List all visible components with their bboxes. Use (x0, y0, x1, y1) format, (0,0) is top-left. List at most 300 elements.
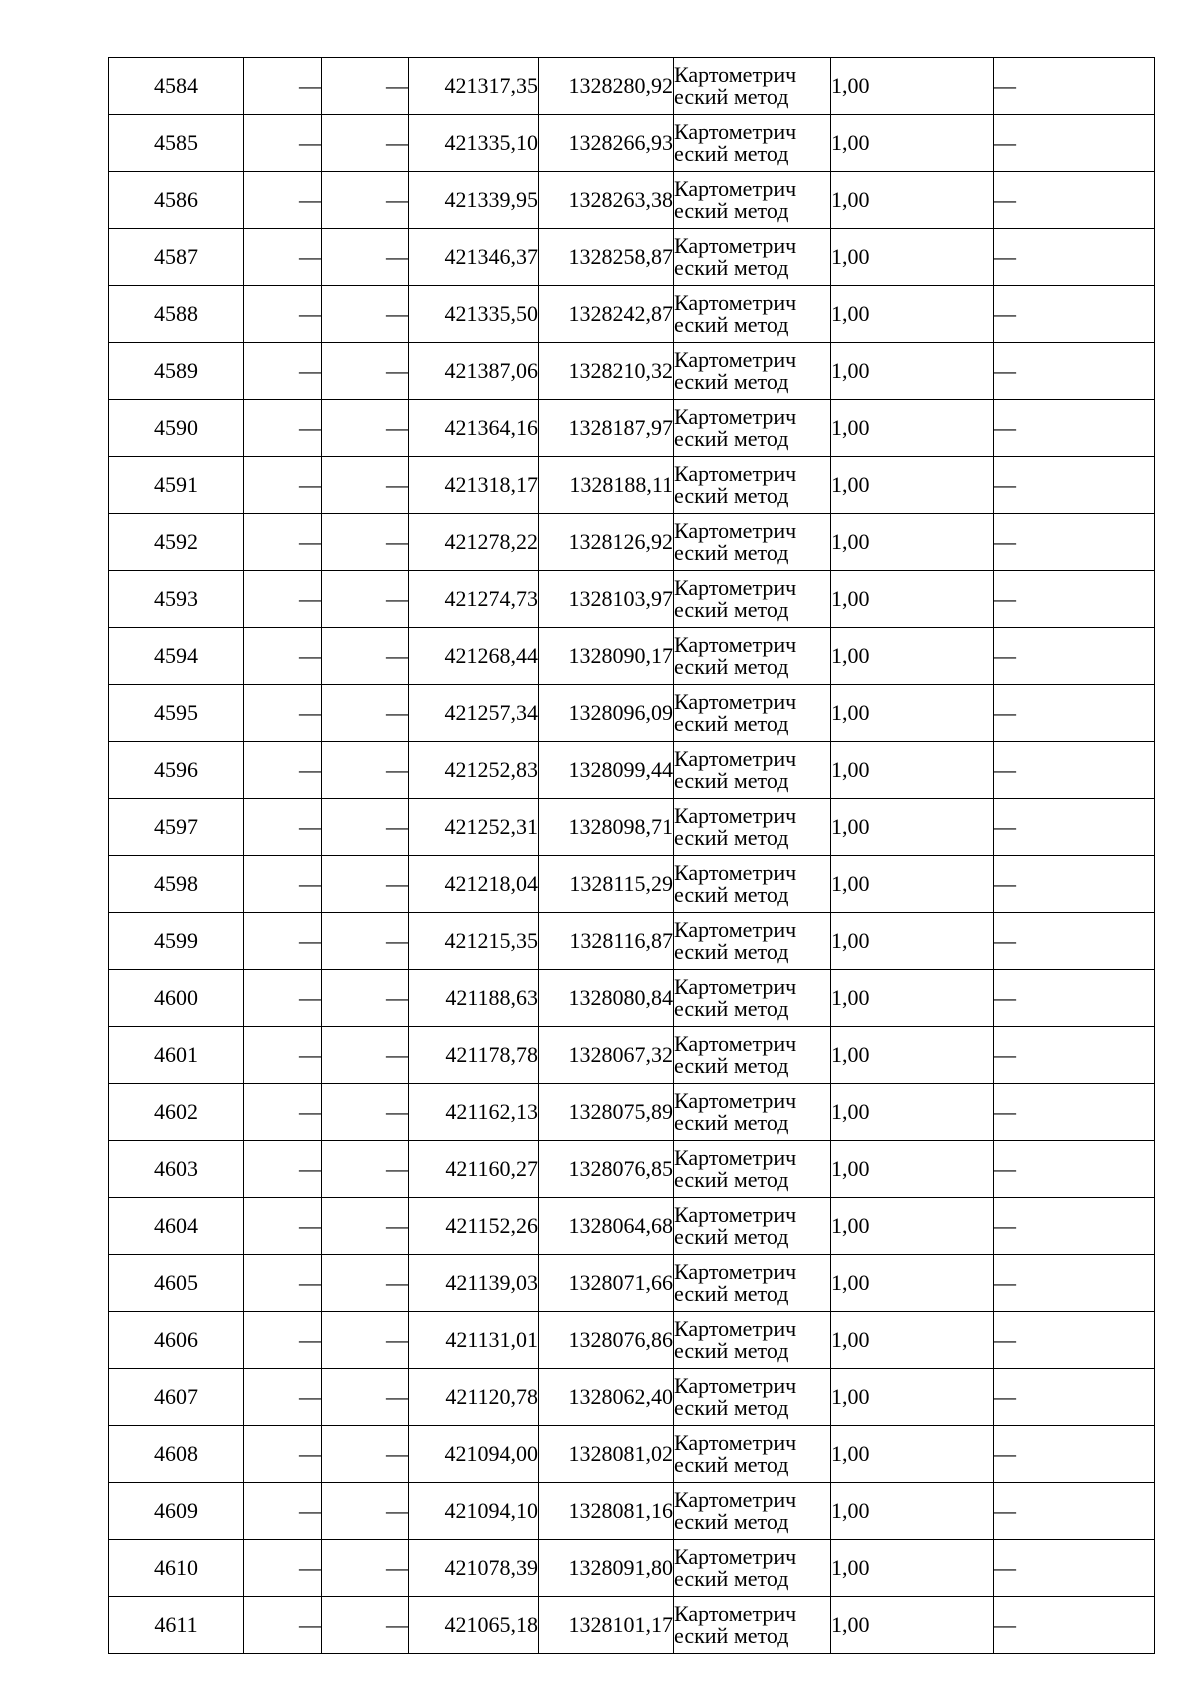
method-text-line-2: еский метод (674, 369, 789, 394)
method-cell (674, 286, 831, 343)
method-text-line-2: еский метод (674, 141, 789, 166)
method-text-line-1: Картометрич (674, 347, 797, 372)
method-cell (674, 742, 831, 799)
empty-value-cell: — (322, 1027, 409, 1084)
method-text-line-2: еский метод (674, 1338, 789, 1363)
accuracy-cell: 1,00 (831, 913, 994, 970)
x-coordinate-cell: 421120,78 (409, 1369, 539, 1426)
empty-value-cell: — (244, 514, 322, 571)
point-number-cell: 4601 (109, 1027, 244, 1084)
empty-value-cell: — (244, 1141, 322, 1198)
empty-value-cell: — (322, 1483, 409, 1540)
point-number-cell: 4591 (109, 457, 244, 514)
empty-value-cell: — (322, 742, 409, 799)
method-cell (674, 571, 831, 628)
empty-value-cell: — (322, 856, 409, 913)
table-row (109, 1312, 1155, 1369)
description-cell: — (994, 1198, 1155, 1255)
description-cell: — (994, 799, 1155, 856)
description-cell: — (994, 913, 1155, 970)
table-row (109, 799, 1155, 856)
method-text-line-2: еский метод (674, 1452, 789, 1477)
accuracy-cell: 1,00 (831, 172, 994, 229)
method-text-line-1: Картометрич (674, 689, 797, 714)
empty-value-cell: — (322, 1369, 409, 1426)
y-coordinate-cell: 1328090,17 (539, 628, 674, 685)
empty-value-cell: — (244, 343, 322, 400)
point-number-cell: 4605 (109, 1255, 244, 1312)
method-text-line-1: Картометрич (674, 917, 797, 942)
point-number-cell: 4610 (109, 1540, 244, 1597)
empty-value-cell: — (322, 115, 409, 172)
table-row (109, 1426, 1155, 1483)
description-cell: — (994, 970, 1155, 1027)
y-coordinate-cell: 1328242,87 (539, 286, 674, 343)
description-cell: — (994, 1255, 1155, 1312)
description-cell: — (994, 457, 1155, 514)
method-text-line-1: Картометрич (674, 518, 797, 543)
method-text-line-2: еский метод (674, 1395, 789, 1420)
empty-value-cell: — (244, 856, 322, 913)
method-cell (674, 58, 831, 115)
y-coordinate-cell: 1328076,85 (539, 1141, 674, 1198)
point-number-cell: 4588 (109, 286, 244, 343)
description-cell: — (994, 571, 1155, 628)
point-number-cell: 4585 (109, 115, 244, 172)
x-coordinate-cell: 421131,01 (409, 1312, 539, 1369)
table-row (109, 685, 1155, 742)
empty-value-cell: — (322, 628, 409, 685)
accuracy-cell: 1,00 (831, 1255, 994, 1312)
accuracy-cell: 1,00 (831, 58, 994, 115)
description-cell: — (994, 400, 1155, 457)
x-coordinate-cell: 421387,06 (409, 343, 539, 400)
accuracy-cell: 1,00 (831, 685, 994, 742)
method-text-line-2: еский метод (674, 1167, 789, 1192)
table-row (109, 1255, 1155, 1312)
empty-value-cell: — (322, 685, 409, 742)
method-text-line-1: Картометрич (674, 575, 797, 600)
empty-value-cell: — (244, 1198, 322, 1255)
empty-value-cell: — (244, 799, 322, 856)
y-coordinate-cell: 1328258,87 (539, 229, 674, 286)
method-cell (674, 514, 831, 571)
description-cell: — (994, 1084, 1155, 1141)
table-row (109, 742, 1155, 799)
method-text-line-2: еский метод (674, 1509, 789, 1534)
table-row (109, 856, 1155, 913)
point-number-cell: 4586 (109, 172, 244, 229)
table-row (109, 115, 1155, 172)
empty-value-cell: — (244, 628, 322, 685)
accuracy-cell: 1,00 (831, 457, 994, 514)
empty-value-cell: — (244, 1597, 322, 1654)
description-cell: — (994, 685, 1155, 742)
point-number-cell: 4597 (109, 799, 244, 856)
method-text-line-1: Картометрич (674, 1601, 797, 1626)
method-cell (674, 400, 831, 457)
y-coordinate-cell: 1328062,40 (539, 1369, 674, 1426)
method-text-line-2: еский метод (674, 711, 789, 736)
x-coordinate-cell: 421317,35 (409, 58, 539, 115)
table-row (109, 400, 1155, 457)
y-coordinate-cell: 1328075,89 (539, 1084, 674, 1141)
x-coordinate-cell: 421252,31 (409, 799, 539, 856)
empty-value-cell: — (244, 400, 322, 457)
empty-value-cell: — (244, 229, 322, 286)
empty-value-cell: — (244, 571, 322, 628)
method-cell (674, 1141, 831, 1198)
method-cell (674, 343, 831, 400)
x-coordinate-cell: 421188,63 (409, 970, 539, 1027)
y-coordinate-cell: 1328076,86 (539, 1312, 674, 1369)
empty-value-cell: — (322, 400, 409, 457)
method-cell (674, 799, 831, 856)
y-coordinate-cell: 1328210,32 (539, 343, 674, 400)
point-number-cell: 4593 (109, 571, 244, 628)
empty-value-cell: — (322, 457, 409, 514)
table-row (109, 1597, 1155, 1654)
method-text-line-1: Картометрич (674, 1088, 797, 1113)
method-text-line-1: Картометрич (674, 746, 797, 771)
table-row (109, 343, 1155, 400)
empty-value-cell: — (322, 1198, 409, 1255)
description-cell: — (994, 628, 1155, 685)
method-cell (674, 628, 831, 685)
point-number-cell: 4600 (109, 970, 244, 1027)
empty-value-cell: — (244, 970, 322, 1027)
table-row (109, 1198, 1155, 1255)
description-cell: — (994, 1483, 1155, 1540)
method-text-line-2: еский метод (674, 1281, 789, 1306)
y-coordinate-cell: 1328188,11 (539, 457, 674, 514)
empty-value-cell: — (244, 1255, 322, 1312)
table-row (109, 628, 1155, 685)
point-number-cell: 4590 (109, 400, 244, 457)
accuracy-cell: 1,00 (831, 1540, 994, 1597)
empty-value-cell: — (322, 1255, 409, 1312)
empty-value-cell: — (322, 172, 409, 229)
description-cell: — (994, 286, 1155, 343)
description-cell: — (994, 1141, 1155, 1198)
empty-value-cell: — (244, 1312, 322, 1369)
y-coordinate-cell: 1328067,32 (539, 1027, 674, 1084)
y-coordinate-cell: 1328116,87 (539, 913, 674, 970)
table-row (109, 1141, 1155, 1198)
method-cell (674, 1312, 831, 1369)
method-text-line-2: еский метод (674, 1110, 789, 1135)
accuracy-cell: 1,00 (831, 742, 994, 799)
y-coordinate-cell: 1328071,66 (539, 1255, 674, 1312)
method-text-line-1: Картометрич (674, 1031, 797, 1056)
y-coordinate-cell: 1328091,80 (539, 1540, 674, 1597)
method-text-line-1: Картометрич (674, 1544, 797, 1569)
empty-value-cell: — (244, 1084, 322, 1141)
empty-value-cell: — (244, 1369, 322, 1426)
accuracy-cell: 1,00 (831, 1084, 994, 1141)
table-row (109, 58, 1155, 115)
accuracy-cell: 1,00 (831, 799, 994, 856)
method-text-line-1: Картометрич (674, 1316, 797, 1341)
x-coordinate-cell: 421278,22 (409, 514, 539, 571)
table-row (109, 1369, 1155, 1426)
point-number-cell: 4611 (109, 1597, 244, 1654)
method-text-line-1: Картометрич (674, 632, 797, 657)
method-text-line-1: Картометрич (674, 1202, 797, 1227)
x-coordinate-cell: 421318,17 (409, 457, 539, 514)
point-number-cell: 4584 (109, 58, 244, 115)
empty-value-cell: — (322, 1084, 409, 1141)
point-number-cell: 4592 (109, 514, 244, 571)
empty-value-cell: — (322, 343, 409, 400)
accuracy-cell: 1,00 (831, 856, 994, 913)
empty-value-cell: — (322, 571, 409, 628)
method-text-line-1: Картометрич (674, 176, 797, 201)
accuracy-cell: 1,00 (831, 115, 994, 172)
table-row (109, 514, 1155, 571)
accuracy-cell: 1,00 (831, 1426, 994, 1483)
method-text-line-2: еский метод (674, 483, 789, 508)
point-number-cell: 4607 (109, 1369, 244, 1426)
description-cell: — (994, 58, 1155, 115)
point-number-cell: 4602 (109, 1084, 244, 1141)
description-cell: — (994, 1027, 1155, 1084)
table-body (109, 58, 1155, 1654)
method-text-line-2: еский метод (674, 654, 789, 679)
accuracy-cell: 1,00 (831, 571, 994, 628)
description-cell: — (994, 343, 1155, 400)
table-row (109, 457, 1155, 514)
x-coordinate-cell: 421152,26 (409, 1198, 539, 1255)
accuracy-cell: 1,00 (831, 1597, 994, 1654)
method-cell (674, 1369, 831, 1426)
x-coordinate-cell: 421339,95 (409, 172, 539, 229)
description-cell: — (994, 514, 1155, 571)
empty-value-cell: — (244, 286, 322, 343)
x-coordinate-cell: 421268,44 (409, 628, 539, 685)
method-text-line-2: еский метод (674, 939, 789, 964)
y-coordinate-cell: 1328126,92 (539, 514, 674, 571)
x-coordinate-cell: 421160,27 (409, 1141, 539, 1198)
accuracy-cell: 1,00 (831, 1027, 994, 1084)
method-text-line-1: Картометрич (674, 404, 797, 429)
method-cell (674, 1426, 831, 1483)
y-coordinate-cell: 1328081,02 (539, 1426, 674, 1483)
empty-value-cell: — (244, 1027, 322, 1084)
x-coordinate-cell: 421094,10 (409, 1483, 539, 1540)
point-number-cell: 4587 (109, 229, 244, 286)
method-text-line-2: еский метод (674, 198, 789, 223)
x-coordinate-cell: 421252,83 (409, 742, 539, 799)
method-text-line-2: еский метод (674, 1224, 789, 1249)
empty-value-cell: — (322, 1597, 409, 1654)
x-coordinate-cell: 421335,50 (409, 286, 539, 343)
empty-value-cell: — (322, 799, 409, 856)
accuracy-cell: 1,00 (831, 1198, 994, 1255)
empty-value-cell: — (322, 1141, 409, 1198)
empty-value-cell: — (244, 742, 322, 799)
empty-value-cell: — (322, 286, 409, 343)
method-text-line-2: еский метод (674, 1623, 789, 1648)
y-coordinate-cell: 1328081,16 (539, 1483, 674, 1540)
x-coordinate-cell: 421364,16 (409, 400, 539, 457)
method-text-line-2: еский метод (674, 255, 789, 280)
point-number-cell: 4603 (109, 1141, 244, 1198)
table-row (109, 1483, 1155, 1540)
empty-value-cell: — (322, 1426, 409, 1483)
y-coordinate-cell: 1328064,68 (539, 1198, 674, 1255)
y-coordinate-cell: 1328098,71 (539, 799, 674, 856)
empty-value-cell: — (244, 913, 322, 970)
method-cell (674, 115, 831, 172)
description-cell: — (994, 1597, 1155, 1654)
method-text-line-2: еский метод (674, 996, 789, 1021)
y-coordinate-cell: 1328101,17 (539, 1597, 674, 1654)
x-coordinate-cell: 421215,35 (409, 913, 539, 970)
method-cell (674, 1084, 831, 1141)
point-number-cell: 4589 (109, 343, 244, 400)
point-number-cell: 4599 (109, 913, 244, 970)
method-cell (674, 1483, 831, 1540)
y-coordinate-cell: 1328187,97 (539, 400, 674, 457)
method-cell (674, 229, 831, 286)
method-text-line-1: Картометрич (674, 1259, 797, 1284)
method-text-line-2: еский метод (674, 540, 789, 565)
x-coordinate-cell: 421065,18 (409, 1597, 539, 1654)
empty-value-cell: — (322, 514, 409, 571)
empty-value-cell: — (244, 1540, 322, 1597)
y-coordinate-cell: 1328096,09 (539, 685, 674, 742)
point-number-cell: 4598 (109, 856, 244, 913)
method-text-line-1: Картометрич (674, 119, 797, 144)
method-cell (674, 856, 831, 913)
y-coordinate-cell: 1328103,97 (539, 571, 674, 628)
method-text-line-2: еский метод (674, 312, 789, 337)
method-cell (674, 685, 831, 742)
description-cell: — (994, 742, 1155, 799)
point-number-cell: 4609 (109, 1483, 244, 1540)
table-row (109, 571, 1155, 628)
accuracy-cell: 1,00 (831, 1312, 994, 1369)
table-row (109, 1027, 1155, 1084)
method-text-line-1: Картометрич (674, 290, 797, 315)
empty-value-cell: — (244, 457, 322, 514)
method-text-line-2: еский метод (674, 825, 789, 850)
x-coordinate-cell: 421162,13 (409, 1084, 539, 1141)
point-number-cell: 4608 (109, 1426, 244, 1483)
table-row (109, 229, 1155, 286)
method-cell (674, 913, 831, 970)
table-row (109, 1540, 1155, 1597)
accuracy-cell: 1,00 (831, 1483, 994, 1540)
x-coordinate-cell: 421274,73 (409, 571, 539, 628)
method-cell (674, 1198, 831, 1255)
accuracy-cell: 1,00 (831, 286, 994, 343)
description-cell: — (994, 1369, 1155, 1426)
accuracy-cell: 1,00 (831, 514, 994, 571)
method-text-line-1: Картометрич (674, 1430, 797, 1455)
point-number-cell: 4606 (109, 1312, 244, 1369)
method-text-line-2: еский метод (674, 768, 789, 793)
method-text-line-1: Картометрич (674, 974, 797, 999)
empty-value-cell: — (322, 1312, 409, 1369)
y-coordinate-cell: 1328280,92 (539, 58, 674, 115)
empty-value-cell: — (244, 58, 322, 115)
description-cell: — (994, 172, 1155, 229)
method-cell (674, 172, 831, 229)
method-cell (674, 1540, 831, 1597)
y-coordinate-cell: 1328266,93 (539, 115, 674, 172)
y-coordinate-cell: 1328080,84 (539, 970, 674, 1027)
method-text-line-2: еский метод (674, 597, 789, 622)
empty-value-cell: — (244, 1426, 322, 1483)
empty-value-cell: — (322, 58, 409, 115)
x-coordinate-cell: 421139,03 (409, 1255, 539, 1312)
method-text-line-1: Картометрич (674, 860, 797, 885)
empty-value-cell: — (244, 685, 322, 742)
x-coordinate-cell: 421078,39 (409, 1540, 539, 1597)
accuracy-cell: 1,00 (831, 628, 994, 685)
point-number-cell: 4594 (109, 628, 244, 685)
table-row (109, 286, 1155, 343)
description-cell: — (994, 1426, 1155, 1483)
empty-value-cell: — (244, 172, 322, 229)
method-cell (674, 457, 831, 514)
method-text-line-1: Картометрич (674, 803, 797, 828)
method-text-line-1: Картометрич (674, 62, 797, 87)
method-text-line-1: Картометрич (674, 461, 797, 486)
coordinates-table (108, 57, 1155, 1654)
description-cell: — (994, 1540, 1155, 1597)
description-cell: — (994, 229, 1155, 286)
method-text-line-1: Картометрич (674, 1487, 797, 1512)
method-cell (674, 1027, 831, 1084)
x-coordinate-cell: 421218,04 (409, 856, 539, 913)
method-text-line-2: еский метод (674, 426, 789, 451)
table-row (109, 1084, 1155, 1141)
accuracy-cell: 1,00 (831, 400, 994, 457)
method-text-line-1: Картометрич (674, 1373, 797, 1398)
method-text-line-2: еский метод (674, 1053, 789, 1078)
point-number-cell: 4595 (109, 685, 244, 742)
table-row (109, 913, 1155, 970)
method-text-line-1: Картометрич (674, 233, 797, 258)
point-number-cell: 4596 (109, 742, 244, 799)
accuracy-cell: 1,00 (831, 343, 994, 400)
method-text-line-2: еский метод (674, 1566, 789, 1591)
method-text-line-2: еский метод (674, 84, 789, 109)
description-cell: — (994, 115, 1155, 172)
description-cell: — (994, 856, 1155, 913)
empty-value-cell: — (322, 229, 409, 286)
empty-value-cell: — (322, 1540, 409, 1597)
y-coordinate-cell: 1328115,29 (539, 856, 674, 913)
y-coordinate-cell: 1328099,44 (539, 742, 674, 799)
point-number-cell: 4604 (109, 1198, 244, 1255)
method-cell (674, 1255, 831, 1312)
table-row (109, 970, 1155, 1027)
accuracy-cell: 1,00 (831, 229, 994, 286)
x-coordinate-cell: 421346,37 (409, 229, 539, 286)
description-cell: — (994, 1312, 1155, 1369)
method-text-line-1: Картометрич (674, 1145, 797, 1170)
x-coordinate-cell: 421094,00 (409, 1426, 539, 1483)
method-cell (674, 970, 831, 1027)
x-coordinate-cell: 421335,10 (409, 115, 539, 172)
x-coordinate-cell: 421257,34 (409, 685, 539, 742)
accuracy-cell: 1,00 (831, 1141, 994, 1198)
accuracy-cell: 1,00 (831, 1369, 994, 1426)
